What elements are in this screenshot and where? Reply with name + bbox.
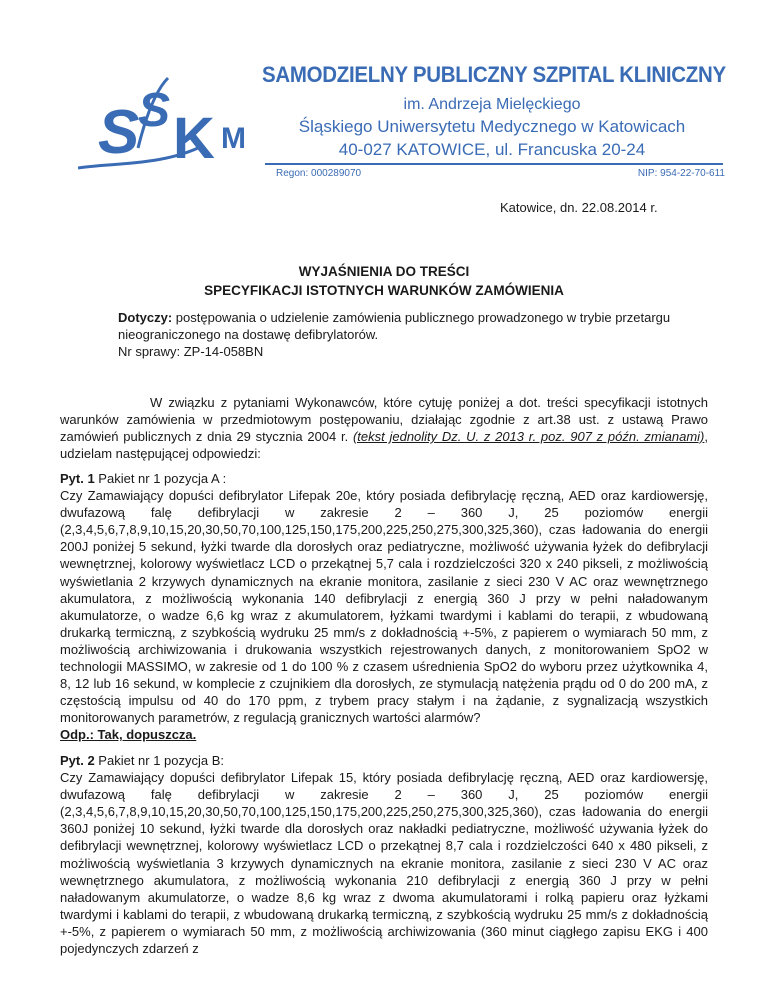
hospital-name: SAMODZIELNY PUBLICZNY SZPITAL KLINICZNY	[262, 62, 726, 87]
legal-reference: (tekst jednolity Dz. U. z 2013 r. poz. 907 z późn. zmianami)	[352, 429, 705, 444]
question-1-head: Pakiet nr 1 pozycja A :	[94, 471, 227, 486]
document-date: Katowice, dn. 22.08.2014 r.	[500, 200, 658, 215]
intro-paragraph	[60, 394, 708, 462]
question-2-label: Pyt. 2	[60, 753, 95, 768]
intro-text-b: , udzielam następującej odpowiedzi:	[60, 429, 708, 461]
svg-text:S: S	[138, 84, 171, 137]
title-line-1: WYJAŚNIENIA DO TREŚCI	[298, 264, 470, 279]
hospital-logo	[78, 68, 263, 173]
question-1	[60, 470, 708, 744]
document-title	[60, 262, 708, 300]
subject-block	[118, 309, 678, 360]
question-2	[60, 752, 708, 957]
letterhead-divider	[265, 163, 723, 165]
hospital-patron: im. Andrzeja Mielęckiego	[403, 96, 581, 113]
hospital-address: 40-027 KATOWICE, ul. Francuska 20-24	[338, 140, 646, 159]
svg-text:M: M	[221, 122, 246, 155]
question-1-body: Czy Zamawiający dopuści defibrylator Lifepak 20e, który posiada defibrylację ręczną, AED oraz kardiowersję, dwufazową falę defibrylacji w zakresie 2 – 360 J, 25 poziomów energii (2,3,4,5,6,7,8,9,10,15,20,30,50,70,100,125,150,175,200,225,250,275,300,325,360), czas ładowania do energii 200J poniżej 5 sekund, łyżki twarde dla dorosłych oraz pediatryczne, możliwość używania łyżek do defibrylacji wewnętrznej, kolorowy wyświetlacz LCD o przekątnej 5,7 cala i rozdzielczości 320 x 240 pikseli, z możliwością wyświetlania 2 krzywych dynamicznych na ekranie monitora, zasilanie z sieci 230 V AC oraz wewnętrznego akumulatora, z możliwością wykonania 140 defibrylacji z energią 360 J przy w pełni naładowanym akumulatorze, o wadze 6,6 kg wraz z akumulatorem, łyżkami twardymi i kablami do terapii, z wbudowaną drukarką termiczną, z szybkością wydruku 25 mm/s z dokładnością +-5%, z papierem o wymiarach 50 mm, z możliwością archiwizowania i drukowania wszystkich rejestrowanych danych, z monitorowaniem SpO2 w technologii MASSIMO, w zakresie od 1 do 100 % z czasem uśrednienia SpO2 do wyboru przez użytkownika 4, 8, 12 lub 16 sekund, w komplecie z czujnikiem dla dorosłych, ze stymulacją natężenia prądu od 0 do 200 mA, z częstością impulsu od 40 do 170 ppm, z trybem pracy stałym i na żądanie, z sygnalizacją wszystkich monitorowanych parametrów, z regulacją granicznych wartości alarmów?	[60, 488, 708, 726]
subject-text: postępowania o udzielenie zamówienia publicznego prowadzonego w trybie przetargu nieograniczonego na dostawę defibrylatorów.	[118, 310, 671, 342]
svg-text:K: K	[173, 106, 215, 171]
svg-text:S: S	[98, 98, 140, 167]
answer-1: Odp.: Tak, dopuszcza.	[60, 727, 197, 743]
hospital-university: Śląskiego Uniwersytetu Medycznego w Katowicach	[298, 117, 686, 136]
question-2-head: Pakiet nr 1 pozycja B:	[94, 753, 225, 768]
case-number: Nr sprawy: ZP-14-058BN	[118, 344, 264, 359]
question-2-body: Czy Zamawiający dopuści defibrylator Lifepak 15, który posiada defibrylację ręczną, AED oraz kardiowersję, dwufazową falę defibrylacji w zakresie 2 – 360 J, 25 poziomów energii (2,3,4,5,6,7,8,9,10,15,20,30,50,70,100,125,150,175,200,225,250,275,300,325,360), czas ładowania do energii 360J poniżej 10 sekund, łyżki twarde dla dorosłych oraz nakładki pediatryczne, możliwość używania łyżek do defibrylacji wewnętrznej, kolorowy wyświetlacz LCD o przekątnej 8,7 cala i rozdzielczości 640 x 480 pikseli, z możliwością wyświetlania 3 krzywych dynamicznych na ekranie monitora, zasilanie z sieci 230 V AC oraz wewnętrznego akumulatora, z możliwością wykonania 210 defibrylacji z energią 360 J przy w pełni naładowanym akumulatorze, o wadze 8,6 kg wraz z dwoma akumulatorami i rolką papieru oraz łyżkami twardymi i kablami do terapii, z wbudowaną drukarką termiczną, z szybkością wydruku 25 mm/s z dokładnością +-5%, z papierem o wymiarach 50 mm, z możliwością archiwizowania (360 minut ciągłego zapisu EKG i 400 pojedynczych zdarzeń z	[60, 770, 708, 957]
intro-text-a: W związku z pytaniami Wykonawców, które cytuję poniżej a dot. treści specyfikacji istotnych warunków zamówienia w przedmiotowym postępowaniu, działając zgodnie z art.38 ust. z ustawą Prawo zamówień publicznych z dnia 29 stycznia 2004 r.	[60, 395, 708, 444]
question-1-label: Pyt. 1	[60, 471, 95, 486]
nip-number: NIP: 954-22-70-611	[637, 168, 725, 179]
letterhead	[0, 0, 768, 190]
title-line-2: SPECYFIKACJI ISTOTNYCH WARUNKÓW ZAMÓWIENIA	[204, 283, 564, 298]
regon-number: Regon: 000289070	[276, 168, 362, 179]
subject-label: Dotyczy:	[118, 310, 173, 325]
